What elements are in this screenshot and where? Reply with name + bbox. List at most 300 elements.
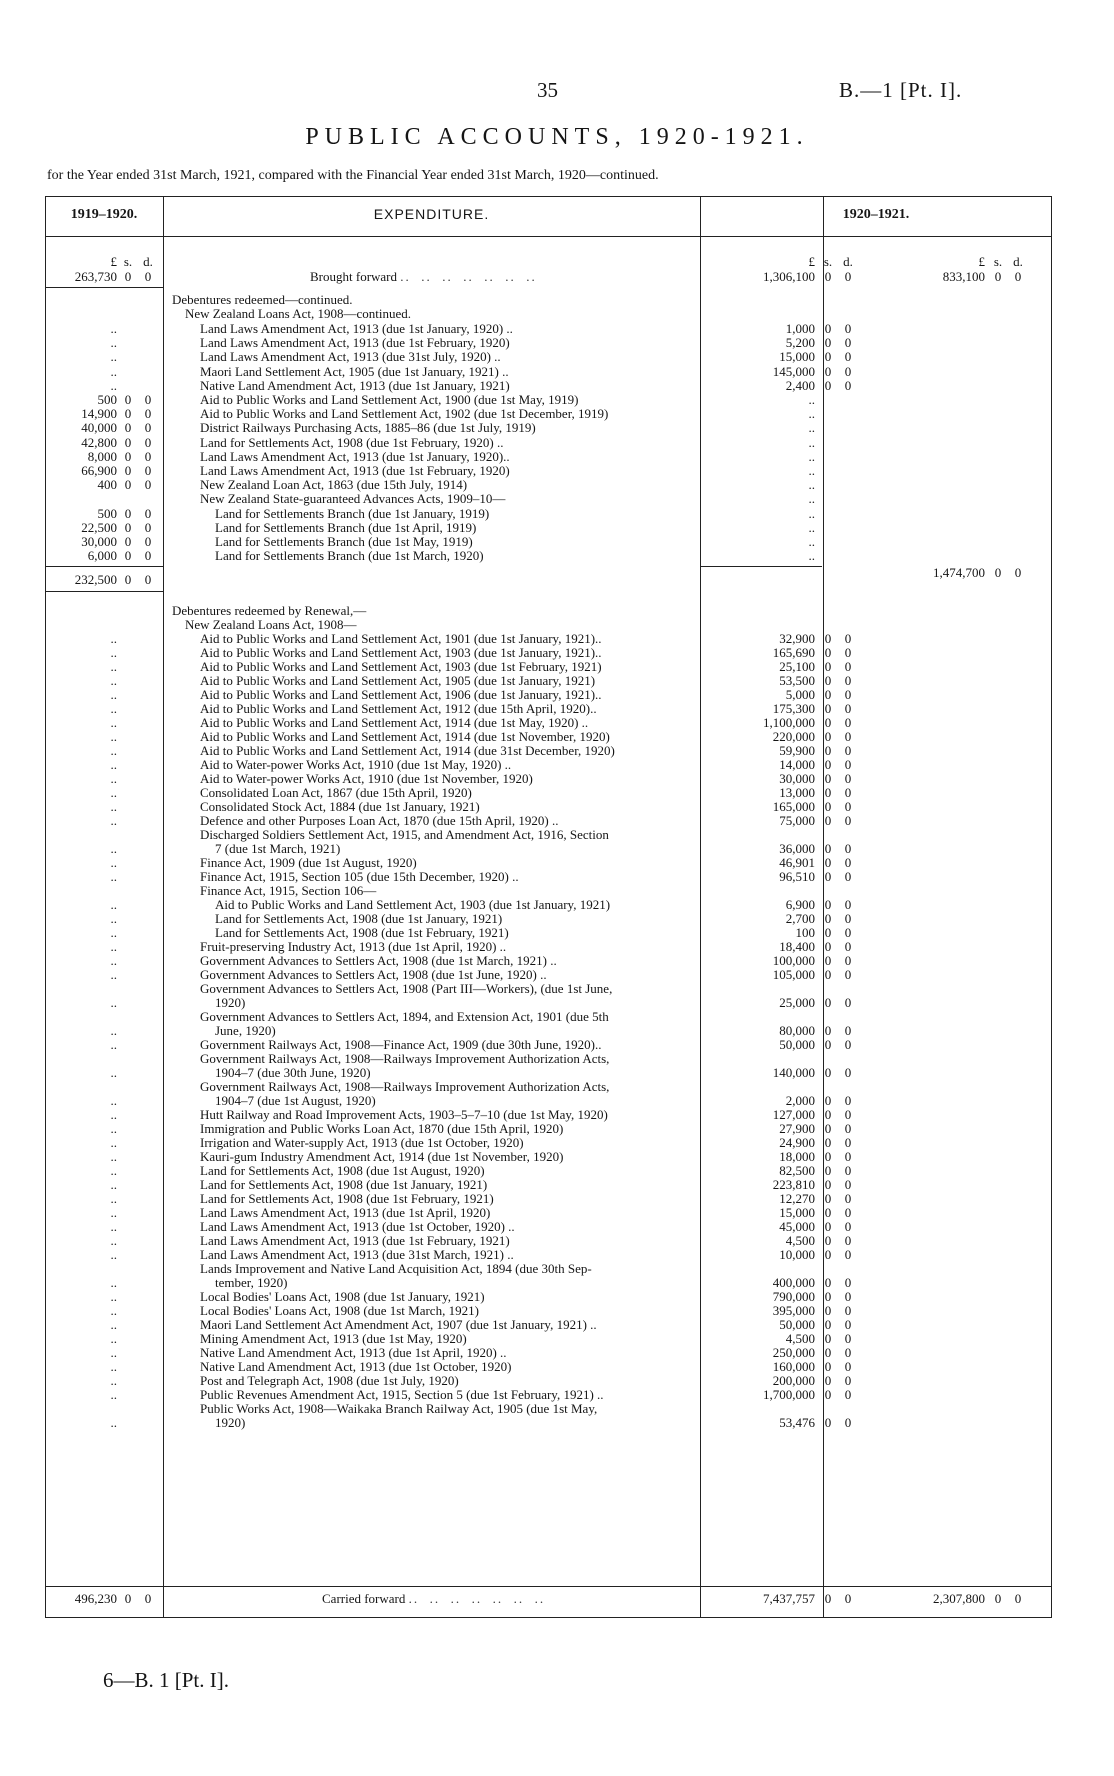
zero: 0 xyxy=(824,1591,832,1606)
expenditure-item: Public Revenues Amendment Act, 1915, Section 5 (due 1st February, 1921) .. xyxy=(200,1387,604,1402)
zero: 0 xyxy=(824,799,832,814)
expenditure-item: Land Laws Amendment Act, 1913 (due 1st February, 1920) xyxy=(200,463,510,478)
brought-forward-right: 833,100 xyxy=(942,269,985,284)
zero: 0 xyxy=(844,967,852,982)
table-row xyxy=(45,1289,1052,1304)
current-year-value: 59,900 xyxy=(779,743,815,758)
expenditure-item: Aid to Public Works and Land Settlement Act, 1914 (due 1st November, 1920) xyxy=(200,729,610,744)
table-row xyxy=(45,491,1052,506)
carried-forward-prev: 496,230 xyxy=(74,1591,117,1606)
current-year-value: 105,000 xyxy=(772,967,815,982)
table-row xyxy=(45,841,1052,856)
prev-year-value: 42,800 xyxy=(81,434,117,450)
zero: 0 xyxy=(824,729,832,744)
table-row xyxy=(45,1177,1052,1192)
shilling-sign: s. xyxy=(123,254,133,269)
table-row xyxy=(45,1023,1052,1038)
expenditure-item: Land for Settlements Act, 1908 (due 1st February, 1921) xyxy=(215,925,509,940)
prev-year-value: 40,000 xyxy=(81,420,117,436)
table-row xyxy=(45,953,1052,968)
expenditure-item: Maori Land Settlement Act Amendment Act, 1907 (due 1st January, 1921) .. xyxy=(200,1317,597,1332)
prev-year-value: .. xyxy=(110,1121,117,1136)
zero: 0 xyxy=(824,757,832,772)
expenditure-item: Land Laws Amendment Act, 1913 (due 1st January, 1920).. xyxy=(200,448,510,464)
current-year-value: 82,500 xyxy=(779,1163,815,1178)
expenditure-item: Consolidated Loan Act, 1867 (due 15th April, 1920) xyxy=(200,785,472,800)
zero: 0 xyxy=(824,771,832,786)
zero: 0 xyxy=(124,548,132,564)
current-year-value: 36,000 xyxy=(779,841,815,856)
table-row xyxy=(45,534,1052,549)
prev-year-value: .. xyxy=(110,377,117,393)
zero: 0 xyxy=(824,1205,832,1220)
zero: 0 xyxy=(124,420,132,436)
zero: 0 xyxy=(824,1331,832,1346)
table-row xyxy=(45,659,1052,674)
zero: 0 xyxy=(824,1135,832,1150)
zero: 0 xyxy=(824,1023,832,1038)
zero: 0 xyxy=(144,434,152,450)
zero: 0 xyxy=(844,269,852,284)
table-row xyxy=(45,1079,1052,1094)
subtotal-prev: 232,500 xyxy=(74,572,117,587)
expenditure-item: Aid to Public Works and Land Settlement Act, 1902 (due 1st December, 1919) xyxy=(200,406,609,422)
prev-year-value: .. xyxy=(110,631,117,646)
expenditure-item: Discharged Soldiers Settlement Act, 1915, and Amendment Act, 1916, Section xyxy=(200,827,609,842)
table-row xyxy=(45,785,1052,800)
prev-year-value: .. xyxy=(110,771,117,786)
prev-year-value: .. xyxy=(110,1387,117,1402)
zero: 0 xyxy=(824,785,832,800)
table-row xyxy=(45,449,1052,464)
table-row xyxy=(45,1345,1052,1360)
table-row xyxy=(45,1317,1052,1332)
current-year-value: 1,000 xyxy=(785,321,815,336)
prev-year-value: .. xyxy=(110,1093,117,1108)
zero: 0 xyxy=(824,967,832,982)
table-row xyxy=(45,897,1052,912)
zero: 0 xyxy=(844,701,852,716)
prev-year-value: .. xyxy=(110,953,117,968)
table-row xyxy=(45,1009,1052,1024)
table-row xyxy=(45,548,1052,563)
prev-year-value: .. xyxy=(110,687,117,702)
zero: 0 xyxy=(844,1023,852,1038)
expenditure-item: Aid to Public Works and Land Settlement Act, 1914 (due 1st May, 1920) .. xyxy=(200,715,589,730)
table-row xyxy=(45,1107,1052,1122)
prev-year-value: 30,000 xyxy=(81,534,117,549)
table-row xyxy=(45,506,1052,521)
table-row xyxy=(45,1093,1052,1108)
table-row xyxy=(45,925,1052,940)
prev-year-value: .. xyxy=(110,785,117,800)
expenditure-item: June, 1920) xyxy=(215,1023,276,1038)
zero: 0 xyxy=(124,534,132,549)
zero: 0 xyxy=(844,799,852,814)
prev-year-value: .. xyxy=(110,1037,117,1052)
pence-sign: d. xyxy=(143,254,153,269)
pound-sign: £ xyxy=(808,254,815,269)
expenditure-item: Aid to Water-power Works Act, 1910 (due 1st November, 1920) xyxy=(200,771,533,786)
table-row xyxy=(45,1121,1052,1136)
prev-year-value: 500 xyxy=(97,392,117,407)
table-row xyxy=(45,995,1052,1010)
expenditure-item: tember, 1920) xyxy=(215,1275,288,1290)
prev-year-value: .. xyxy=(110,939,117,954)
expenditure-item: Aid to Public Works and Land Settlement Act, 1914 (due 31st December, 1920) xyxy=(200,743,615,758)
table-row xyxy=(45,406,1052,421)
table-row xyxy=(45,1065,1052,1080)
prev-year-value: .. xyxy=(110,1163,117,1178)
expenditure-item: 1920) xyxy=(215,1415,246,1430)
expenditure-item: Finance Act, 1915, Section 105 (due 15th December, 1920) .. xyxy=(200,869,519,884)
expenditure-item: 7 (due 1st March, 1921) xyxy=(215,841,341,856)
prev-year-value: .. xyxy=(110,729,117,744)
expenditure-item: Aid to Public Works and Land Settlement Act, 1903 (due 1st January, 1921).. xyxy=(200,645,602,660)
table-row xyxy=(45,701,1052,716)
table-row xyxy=(45,1247,1052,1262)
header-1920-1921: 1920–1921. xyxy=(842,207,910,222)
zero: 0 xyxy=(824,377,832,393)
current-year-value: 100,000 xyxy=(772,953,815,968)
zero: 0 xyxy=(844,1191,852,1206)
prev-year-value: .. xyxy=(110,1247,117,1262)
current-year-value: .. xyxy=(808,534,815,549)
zero: 0 xyxy=(824,673,832,688)
prev-year-value: .. xyxy=(110,743,117,758)
zero: 0 xyxy=(844,757,852,772)
expenditure-item: 1904–7 (due 1st August, 1920) xyxy=(215,1093,376,1108)
table-row xyxy=(45,687,1052,702)
zero: 0 xyxy=(824,1359,832,1374)
table-row xyxy=(45,827,1052,842)
expenditure-item: Government Advances to Settlers Act, 1908 (due 1st March, 1921) .. xyxy=(200,953,557,968)
expenditure-item: Government Railways Act, 1908—Railways Improvement Authorization Acts, xyxy=(200,1051,610,1066)
header-expenditure: EXPENDITURE. xyxy=(373,206,490,222)
expenditure-item: Consolidated Stock Act, 1884 (due 1st January, 1921) xyxy=(200,799,480,814)
current-year-value: .. xyxy=(808,519,815,535)
section1-subtotal-right-row xyxy=(45,565,1052,580)
zero: 0 xyxy=(844,363,852,379)
zero: 0 xyxy=(844,1317,852,1332)
zero: 0 xyxy=(844,1591,852,1606)
table-row xyxy=(45,911,1052,926)
zero: 0 xyxy=(844,645,852,660)
prev-year-value: .. xyxy=(110,1289,117,1304)
page-code: B.—1 [Pt. I]. xyxy=(839,78,963,102)
carried-forward-mid: 7,437,757 xyxy=(763,1591,815,1606)
table-row xyxy=(45,673,1052,688)
zero: 0 xyxy=(144,420,152,436)
zero: 0 xyxy=(844,995,852,1010)
table-row xyxy=(45,883,1052,898)
zero: 0 xyxy=(994,1591,1002,1606)
zero: 0 xyxy=(144,477,152,493)
zero: 0 xyxy=(824,1177,832,1192)
current-year-value: 165,000 xyxy=(772,799,815,814)
zero: 0 xyxy=(844,897,852,912)
zero: 0 xyxy=(824,269,832,284)
zero: 0 xyxy=(844,1037,852,1052)
prev-year-value: .. xyxy=(110,349,117,365)
zero: 0 xyxy=(144,1591,152,1606)
zero: 0 xyxy=(824,1065,832,1080)
current-year-value: .. xyxy=(808,406,815,422)
expenditure-item: Finance Act, 1915, Section 106— xyxy=(200,883,377,898)
table-row xyxy=(45,1303,1052,1318)
current-year-value: 53,500 xyxy=(779,673,815,688)
prev-year-value: 400 xyxy=(97,477,117,493)
prev-year-value: .. xyxy=(110,1415,117,1430)
table-row xyxy=(45,520,1052,535)
zero: 0 xyxy=(844,911,852,926)
current-year-value: 2,700 xyxy=(785,911,815,926)
dot-leader: .. .. .. .. .. .. .. xyxy=(408,1591,546,1606)
zero: 0 xyxy=(844,673,852,688)
expenditure-item: Maori Land Settlement Act, 1905 (due 1st January, 1921) .. xyxy=(200,363,509,379)
prev-year-value: .. xyxy=(110,1065,117,1080)
prev-year-value: .. xyxy=(110,1219,117,1234)
prev-year-value: .. xyxy=(110,363,117,379)
table-row xyxy=(45,1401,1052,1416)
current-year-value: 24,900 xyxy=(779,1135,815,1150)
zero: 0 xyxy=(824,1247,832,1262)
current-year-value: 4,500 xyxy=(785,1331,815,1346)
current-year-value: 5,000 xyxy=(785,687,815,702)
expenditure-item: Land Laws Amendment Act, 1913 (due 1st January, 1920) .. xyxy=(200,321,513,336)
prev-year-value: .. xyxy=(110,1359,117,1374)
prev-year-value: .. xyxy=(110,1233,117,1248)
table-row xyxy=(45,813,1052,828)
expenditure-item: Aid to Public Works and Land Settlement Act, 1906 (due 1st January, 1921).. xyxy=(200,687,602,702)
expenditure-item: Native Land Amendment Act, 1913 (due 1st April, 1920) .. xyxy=(200,1345,507,1360)
expenditure-item: Irrigation and Water-supply Act, 1913 (due 1st October, 1920) xyxy=(200,1135,524,1150)
zero: 0 xyxy=(824,701,832,716)
zero: 0 xyxy=(144,448,152,464)
zero: 0 xyxy=(844,855,852,870)
current-year-value: 1,100,000 xyxy=(763,715,815,730)
prev-year-value: .. xyxy=(110,1373,117,1388)
table-row xyxy=(45,1037,1052,1052)
zero: 0 xyxy=(824,1387,832,1402)
dot-leader: .. .. .. .. .. .. .. xyxy=(400,269,537,284)
zero: 0 xyxy=(994,269,1002,284)
zero: 0 xyxy=(844,1107,852,1122)
current-year-value: 75,000 xyxy=(779,813,815,828)
prev-year-value: .. xyxy=(110,995,117,1010)
zero: 0 xyxy=(124,519,132,535)
current-year-value: 80,000 xyxy=(779,1023,815,1038)
zero: 0 xyxy=(844,377,852,393)
zero: 0 xyxy=(844,1121,852,1136)
subtotal-rule-bottom xyxy=(45,591,163,592)
zero: 0 xyxy=(124,448,132,464)
zero: 0 xyxy=(844,349,852,365)
table-row xyxy=(45,939,1052,954)
zero: 0 xyxy=(824,1289,832,1304)
expenditure-item: Government Advances to Settlers Act, 1908 (due 1st June, 1920) .. xyxy=(200,967,547,982)
prev-year-value: .. xyxy=(110,1345,117,1360)
header-rule xyxy=(45,236,1052,237)
expenditure-item: Land Laws Amendment Act, 1913 (due 1st February, 1921) xyxy=(200,1233,510,1248)
page-subtitle: for the Year ended 31st March, 1921, compared with the Financial Year ended 31st March, 1920—continued. xyxy=(47,168,659,183)
zero: 0 xyxy=(844,321,852,336)
zero: 0 xyxy=(124,463,132,478)
zero: 0 xyxy=(824,953,832,968)
current-year-value: 18,400 xyxy=(779,939,815,954)
expenditure-item: Kauri-gum Industry Amendment Act, 1914 (due 1st November, 1920) xyxy=(200,1149,564,1164)
current-year-value: 32,900 xyxy=(779,631,815,646)
prev-year-value: 6,000 xyxy=(87,548,117,564)
prev-year-value: .. xyxy=(110,813,117,828)
zero: 0 xyxy=(844,1233,852,1248)
zero: 0 xyxy=(844,1163,852,1178)
zero: 0 xyxy=(824,335,832,351)
zero: 0 xyxy=(844,729,852,744)
current-year-value: 400,000 xyxy=(772,1275,815,1290)
expenditure-item: Government Advances to Settlers Act, 1894, and Extension Act, 1901 (due 5th xyxy=(200,1009,609,1024)
prev-year-value: .. xyxy=(110,841,117,856)
zero: 0 xyxy=(824,1037,832,1052)
carried-forward-row xyxy=(45,1591,1052,1606)
zero: 0 xyxy=(144,519,152,535)
table-row xyxy=(45,420,1052,435)
current-year-value: .. xyxy=(808,420,815,436)
expenditure-item: Land for Settlements Branch (due 1st March, 1920) xyxy=(215,548,484,564)
expenditure-item: Aid to Public Works and Land Settlement Act, 1903 (due 1st February, 1921) xyxy=(200,659,602,674)
table-row xyxy=(45,477,1052,492)
expenditure-item: Land for Settlements Act, 1908 (due 1st February, 1921) xyxy=(200,1191,494,1206)
zero: 0 xyxy=(824,645,832,660)
expenditure-item: Government Railways Act, 1908—Railways Improvement Authorization Acts, xyxy=(200,1079,610,1094)
prev-year-value: .. xyxy=(110,1303,117,1318)
zero: 0 xyxy=(124,434,132,450)
expenditure-item: Aid to Water-power Works Act, 1910 (due 1st May, 1920) .. xyxy=(200,757,512,772)
prev-year-value: .. xyxy=(110,1317,117,1332)
table-row xyxy=(45,321,1052,336)
expenditure-item: Mining Amendment Act, 1913 (due 1st May, 1920) xyxy=(200,1331,467,1346)
prev-year-value: 8,000 xyxy=(87,448,117,464)
expenditure-item: Post and Telegraph Act, 1908 (due 1st July, 1920) xyxy=(200,1373,459,1388)
expenditure-item: Local Bodies' Loans Act, 1908 (due 1st January, 1921) xyxy=(200,1289,485,1304)
zero: 0 xyxy=(824,911,832,926)
zero: 0 xyxy=(844,1149,852,1164)
zero: 0 xyxy=(144,463,152,478)
zero: 0 xyxy=(824,743,832,758)
zero: 0 xyxy=(824,1149,832,1164)
expenditure-item: Local Bodies' Loans Act, 1908 (due 1st March, 1921) xyxy=(200,1303,479,1318)
table-row xyxy=(45,1051,1052,1066)
current-year-value: 790,000 xyxy=(772,1289,815,1304)
zero: 0 xyxy=(124,572,132,587)
expenditure-item: Aid to Public Works and Land Settlement Act, 1912 (due 15th April, 1920).. xyxy=(200,701,597,716)
table-row xyxy=(45,1359,1052,1374)
table-row xyxy=(45,869,1052,884)
zero: 0 xyxy=(124,1591,132,1606)
table-row xyxy=(45,364,1052,379)
section1-heading: Debentures redeemed—continued. xyxy=(172,292,353,307)
zero: 0 xyxy=(824,1163,832,1178)
expenditure-item: Land for Settlements Act, 1908 (due 1st August, 1920) xyxy=(200,1163,485,1178)
zero: 0 xyxy=(124,477,132,493)
zero: 0 xyxy=(824,363,832,379)
zero: 0 xyxy=(844,1387,852,1402)
zero: 0 xyxy=(844,1093,852,1108)
prev-year-value: .. xyxy=(110,715,117,730)
zero: 0 xyxy=(844,1345,852,1360)
prev-year-value: .. xyxy=(110,1107,117,1122)
table-row xyxy=(45,645,1052,660)
zero: 0 xyxy=(844,715,852,730)
current-year-value: 175,300 xyxy=(772,701,815,716)
current-year-value: 18,000 xyxy=(779,1149,815,1164)
zero: 0 xyxy=(844,1289,852,1304)
table-row xyxy=(45,757,1052,772)
current-year-value: 5,200 xyxy=(785,335,815,351)
section2-act: New Zealand Loans Act, 1908— xyxy=(185,617,357,632)
prev-year-value: 500 xyxy=(97,505,117,521)
prev-year-value: .. xyxy=(110,1135,117,1150)
table-row xyxy=(45,631,1052,646)
brought-forward-label: Brought forward xyxy=(310,269,398,284)
zero: 0 xyxy=(824,925,832,940)
table-row xyxy=(45,1331,1052,1346)
zero: 0 xyxy=(844,1219,852,1234)
zero: 0 xyxy=(844,743,852,758)
zero: 0 xyxy=(824,1317,832,1332)
brought-forward-rule xyxy=(45,287,163,288)
zero: 0 xyxy=(844,771,852,786)
prev-year-value: .. xyxy=(110,1205,117,1220)
current-year-value: .. xyxy=(808,477,815,493)
prev-year-value: 22,500 xyxy=(81,519,117,535)
zero: 0 xyxy=(844,1275,852,1290)
prev-year-value: .. xyxy=(110,799,117,814)
expenditure-item: Aid to Public Works and Land Settlement Act, 1903 (due 1st January, 1921) xyxy=(215,897,611,912)
current-year-value: 127,000 xyxy=(772,1107,815,1122)
prev-year-value: .. xyxy=(110,335,117,351)
zero: 0 xyxy=(824,1093,832,1108)
current-year-value: 145,000 xyxy=(772,363,815,379)
carried-forward-label: Carried forward xyxy=(322,1591,406,1606)
zero: 0 xyxy=(844,785,852,800)
prev-year-value: .. xyxy=(110,911,117,926)
current-year-value: 100 xyxy=(795,925,815,940)
zero: 0 xyxy=(824,995,832,1010)
brought-forward-row xyxy=(45,269,1052,284)
zero: 0 xyxy=(844,953,852,968)
current-year-value: 96,510 xyxy=(779,869,815,884)
expenditure-item: Fruit-preserving Industry Act, 1913 (due 1st April, 1920) .. xyxy=(200,939,507,954)
prev-year-value: .. xyxy=(110,659,117,674)
current-year-value: 395,000 xyxy=(772,1303,815,1318)
prev-year-value: 66,900 xyxy=(81,463,117,478)
prev-year-value: 14,900 xyxy=(81,406,117,422)
zero: 0 xyxy=(824,659,832,674)
current-year-value: .. xyxy=(808,448,815,464)
table-row xyxy=(45,1205,1052,1220)
prev-year-value: .. xyxy=(110,1331,117,1346)
brought-forward-prev: 263,730 xyxy=(74,269,117,284)
zero: 0 xyxy=(844,335,852,351)
zero: 0 xyxy=(844,659,852,674)
zero: 0 xyxy=(844,687,852,702)
zero: 0 xyxy=(1014,269,1022,284)
zero: 0 xyxy=(844,841,852,856)
current-year-value: 220,000 xyxy=(772,729,815,744)
subtotal-right: 1,474,700 xyxy=(933,565,985,580)
zero: 0 xyxy=(824,1275,832,1290)
